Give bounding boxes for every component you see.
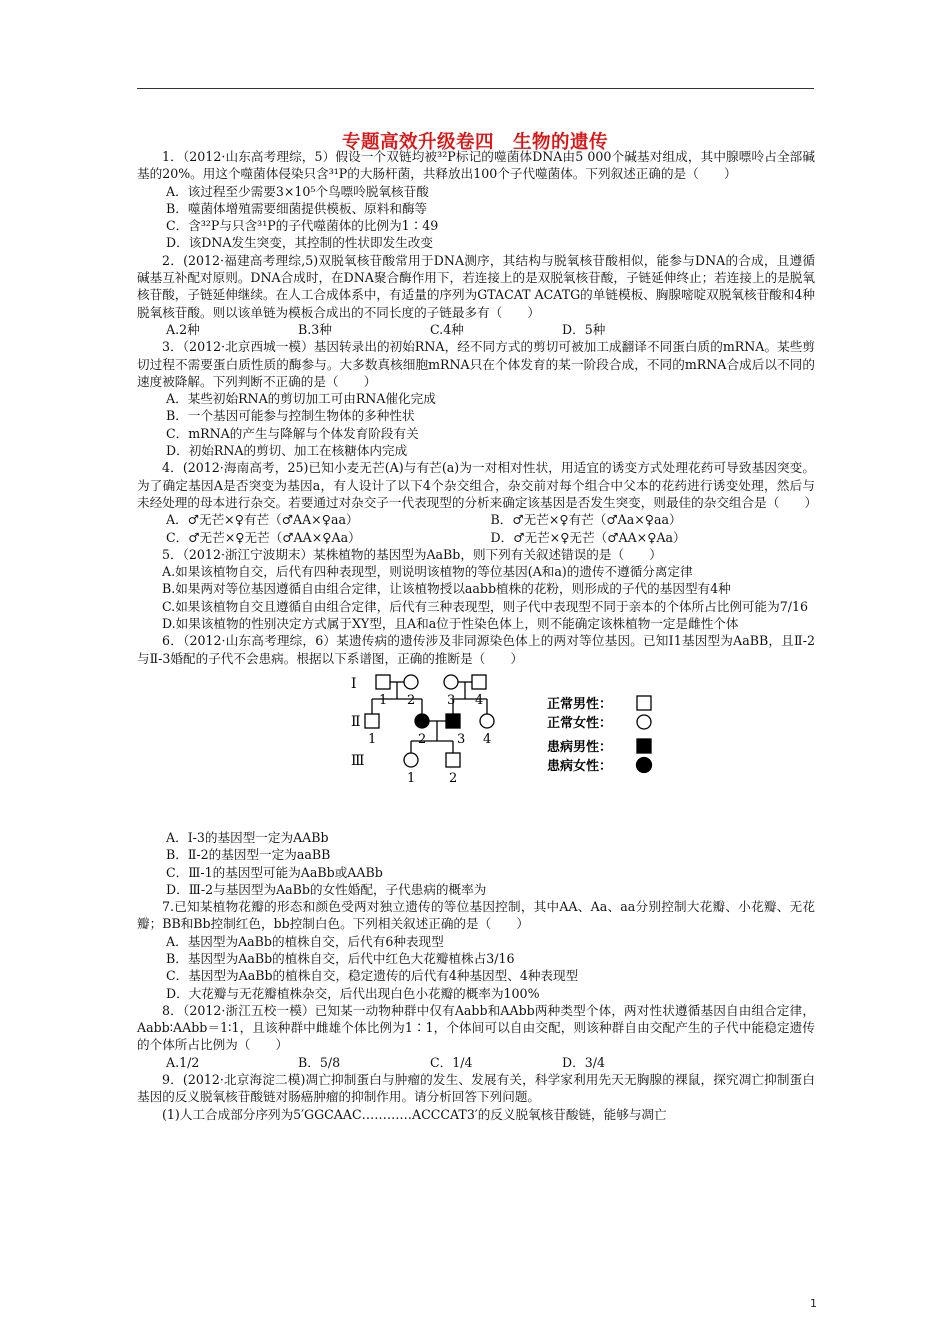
question-5-option-a: A.如果该植物自交，后代有四种表现型，则说明该植物的等位基因(A和a)的遗传不遵循分离定律 (162, 564, 693, 580)
question-7-option-a: A．基因型为AaBb的植株自交，后代有6种表现型 (166, 933, 444, 949)
question-1-stem: 1．（2012·山东高考理综，5）假设一个双链均被³²P标记的噬菌体DNA由5 000个碱基对组成，其中腺嘌呤占全部碱基的20%。用这个噬菌体侵染只含³¹P的大肠杆菌，共释放出100个子代噬菌体。下列叙述正确的是（ ） (137, 149, 815, 182)
generation-label-3: Ⅲ (351, 752, 365, 769)
question-8-option-b: B．5/8 (298, 1054, 341, 1070)
pedigree-gen3-male-2 (446, 753, 460, 767)
top-rule (137, 88, 814, 89)
pedigree-gen2-affected-male-3 (446, 714, 460, 728)
question-3-stem: 3．（2012·北京西城一模）基因转录出的初始RNA，经不同方式的剪切可被加工成翻译不同蛋白质的mRNA。某些剪切过程不需要蛋白质性质的酶参与。大多数真核细胞mRNA只在个体发育的某一阶段合成，不同的mRNA合成后以不同的速度被降解。下列判断不正确的是（ ） (137, 339, 815, 389)
legend-affected-female-icon (637, 757, 652, 772)
question-5-option-c: C.如果该植物自交且遵循自由组合定律，后代有三种表现型，则子代中表现型不同于亲本的个体所占比例可能为7/16 (162, 598, 808, 614)
legend-affected-female: 患病女性： (547, 758, 613, 774)
question-9-sub-1: (1)人工合成部分序列为5′GGCAAC…………ACCCAT3′的反义脱氧核苷酸链，能够与凋亡 (162, 1106, 667, 1122)
question-6-option-a: A．Ⅰ-3的基因型一定为AABb (166, 829, 329, 845)
generation-label-1: Ⅰ (351, 675, 357, 692)
pedigree-gen2-female-4 (480, 714, 494, 728)
question-4-options-row-1 (137, 511, 815, 528)
question-7-option-c: C．基因型为AaBb的植株自交，稳定遗传的后代有4种基因型、4种表现型 (166, 968, 579, 984)
question-1-option-b: B．噬菌体增殖需要细菌提供模板、原料和酶等 (166, 200, 428, 216)
question-7-option-d: D．大花瓣与无花瓣植株杂交，后代出现白色小花瓣的概率为100% (166, 985, 540, 1001)
question-3-option-c: C．mRNA的产生与降解与个体发育阶段有关 (166, 425, 419, 441)
question-8-options (137, 1054, 815, 1071)
question-4-option-a: A．♂无芒×♀有芒（♂AA×♀aa） (166, 512, 359, 528)
gen2-number-1: 1 (368, 731, 377, 747)
question-2-option-b: B.3种 (298, 321, 332, 337)
question-5-option-d: D.如果该植物的性别决定方式属于XY型，且A和a位于性染色体上，则不能确定该株植物一定是雌性个体 (162, 616, 739, 632)
document-body (137, 148, 818, 1123)
question-2-stem: 2．(2012·福建高考理综,5)双脱氧核苷酸常用于DNA测序，其结构与脱氧核苷酸相似，能参与DNA的合成，且遵循碱基互补配对原则。DNA合成时，在DNA聚合酶作用下，若连接上的是双脱氧核苷酸，子链延伸终止；若连接上的是脱氧核苷酸，子链延伸继续。在人工合成体系中，有适量的序列为GTACAT ACATG的单链模板、胸腺嘧啶双脱氧核苷酸和4种脱氧核苷酸。则以该单链为模板合成出的不同长度的子链最多有（ ） (137, 252, 815, 320)
question-4-option-b: B．♂无芒×♀有芒（♂Aa×♀aa） (490, 512, 682, 528)
question-2-option-a: A.2种 (166, 321, 200, 337)
question-1-option-c: C．含³²P与只含³¹P的子代噬菌体的比例为1∶49 (166, 218, 439, 234)
legend-normal-male-icon (637, 696, 651, 710)
pedigree-gen1-female-3 (444, 675, 458, 689)
question-1-option-d: D．该DNA发生突变，其控制的性状即发生改变 (166, 235, 433, 251)
question-3-option-a: A．某些初始RNA的剪切加工可由RNA催化完成 (166, 391, 436, 407)
question-3-option-b: B．一个基因可能参与控制生物体的多种性状 (166, 408, 415, 424)
question-7-stem: 7.已知某植物花瓣的形态和颜色受两对独立遗传的等位基因控制，其中AA、Aa、aa分别控制大花瓣、小花瓣、无花瓣；BB和Bb控制红色，bb控制白色。下列相关叙述正确的是（ ） (137, 899, 815, 932)
question-9-stem: 9．(2012·北京海淀二模)凋亡抑制蛋白与肿瘤的发生、发展有关，科学家利用先天无胸腺的裸鼠，探究凋亡抑制蛋白基因的反义脱氧核苷酸链对肠癌肿瘤的抑制作用。请分析回答下列问题。 (137, 1072, 815, 1105)
gen1-number-1: 1 (379, 692, 388, 708)
pedigree-gen2-affected-female-2 (415, 714, 429, 728)
question-6-option-d: D．Ⅲ-2与基因型为AaBb的女性婚配，子代患病的概率为 (166, 881, 487, 897)
gen2-number-4: 4 (483, 731, 492, 747)
pedigree-figure (137, 667, 815, 829)
question-8-option-a: A.1/2 (166, 1054, 200, 1070)
page-number: 1 (810, 1297, 817, 1310)
legend-normal-male: 正常男性： (547, 696, 613, 712)
question-1-option-a: A．该过程至少需要3×10⁵个鸟嘌呤脱氧核苷酸 (166, 183, 429, 199)
pedigree-gen1-female-2 (404, 675, 418, 689)
question-2-option-c: C.4种 (430, 321, 464, 337)
gen3-number-1: 1 (407, 770, 416, 786)
gen1-number-2: 2 (407, 692, 416, 708)
question-8-stem: 8．（2012·浙江五校一模）已知某一动物种群中仅有Aabb和AAbb两种类型个体，两对性状遵循基因自由组合定律，Aabb∶AAbb＝1∶1，且该种群中雌雄个体比例为1∶1，个体间可以自由交配，则该种群自由交配产生的子代中能稳定遗传的个体所占比例为（ ） (137, 1002, 815, 1053)
question-4-option-d: D．♂无芒×♀无芒（♂AA×♀Aa） (490, 529, 686, 545)
legend-normal-female-icon (637, 715, 651, 729)
question-2-options (137, 321, 815, 338)
question-5-stem: 5．（2012·浙江宁波期末）某株植物的基因型为AaBb，则下列有关叙述错误的是（ ） (162, 546, 662, 562)
pedigree-gen2-male-1 (365, 714, 379, 728)
gen3-number-2: 2 (449, 770, 458, 786)
pedigree-gen1-male-4 (472, 675, 486, 689)
question-2-option-d: D．5种 (562, 321, 606, 337)
pedigree-gen3-female-1 (404, 753, 418, 767)
question-8-option-c: C．1/4 (430, 1054, 473, 1070)
question-3-option-d: D．初始RNA的剪切、加工在核糖体内完成 (166, 443, 408, 459)
legend-affected-male: 患病男性： (547, 739, 613, 755)
legend-normal-female: 正常女性： (547, 715, 613, 731)
question-4-option-c: C．♂无芒×♀无芒（♂AA×♀Aa） (166, 529, 361, 545)
generation-label-2: Ⅱ (351, 713, 361, 730)
pedigree-chart (347, 667, 747, 827)
pedigree-gen1-male-1 (376, 675, 390, 689)
gen1-number-4: 4 (475, 692, 484, 708)
gen1-number-3: 3 (447, 692, 456, 708)
question-6-stem: 6．（2012·山东高考理综，6）某遗传病的遗传涉及非同源染色体上的两对等位基因。已知Ⅰ1基因型为AaBB，且Ⅱ-2与Ⅱ-3婚配的子代不会患病。根据以下系谱图，正确的推断是（ ） (137, 633, 815, 666)
question-4-stem: 4．(2012·海南高考，25)已知小麦无芒(A)与有芒(a)为一对相对性状，用适宜的诱变方式处理花药可导致基因突变。为了确定基因A是否突变为基因a，有人设计了以下4个杂交组合，杂交前对每个组合中父本的花药进行诱变处理，然后与未经处理的母本进行杂交。若要通过对杂交子一代表现型的分析来确定该基因是否发生突变，则最佳的杂交组合是（ ） (137, 460, 818, 510)
question-6-option-c: C．Ⅲ-1的基因型可能为AaBb或AABb (166, 864, 383, 880)
question-7-option-b: B．基因型为AaBb的植株自交，后代中红色大花瓣植株占3/16 (166, 950, 515, 966)
question-4-options-row-2 (137, 529, 815, 546)
legend-affected-male-icon (637, 739, 651, 753)
question-5-option-b: B.如果两对等位基因遵循自由组合定律，让该植物授以aabb植株的花粉，则形成的子代的基因型有4种 (162, 581, 731, 597)
gen2-number-3: 3 (457, 731, 466, 747)
question-6-option-b: B．Ⅱ-2的基因型一定为aaBB (166, 847, 331, 863)
gen2-number-2: 2 (418, 731, 427, 747)
page-title: 专题高效升级卷四 生物的遗传 (341, 132, 608, 153)
question-8-option-d: D．3/4 (562, 1054, 605, 1070)
